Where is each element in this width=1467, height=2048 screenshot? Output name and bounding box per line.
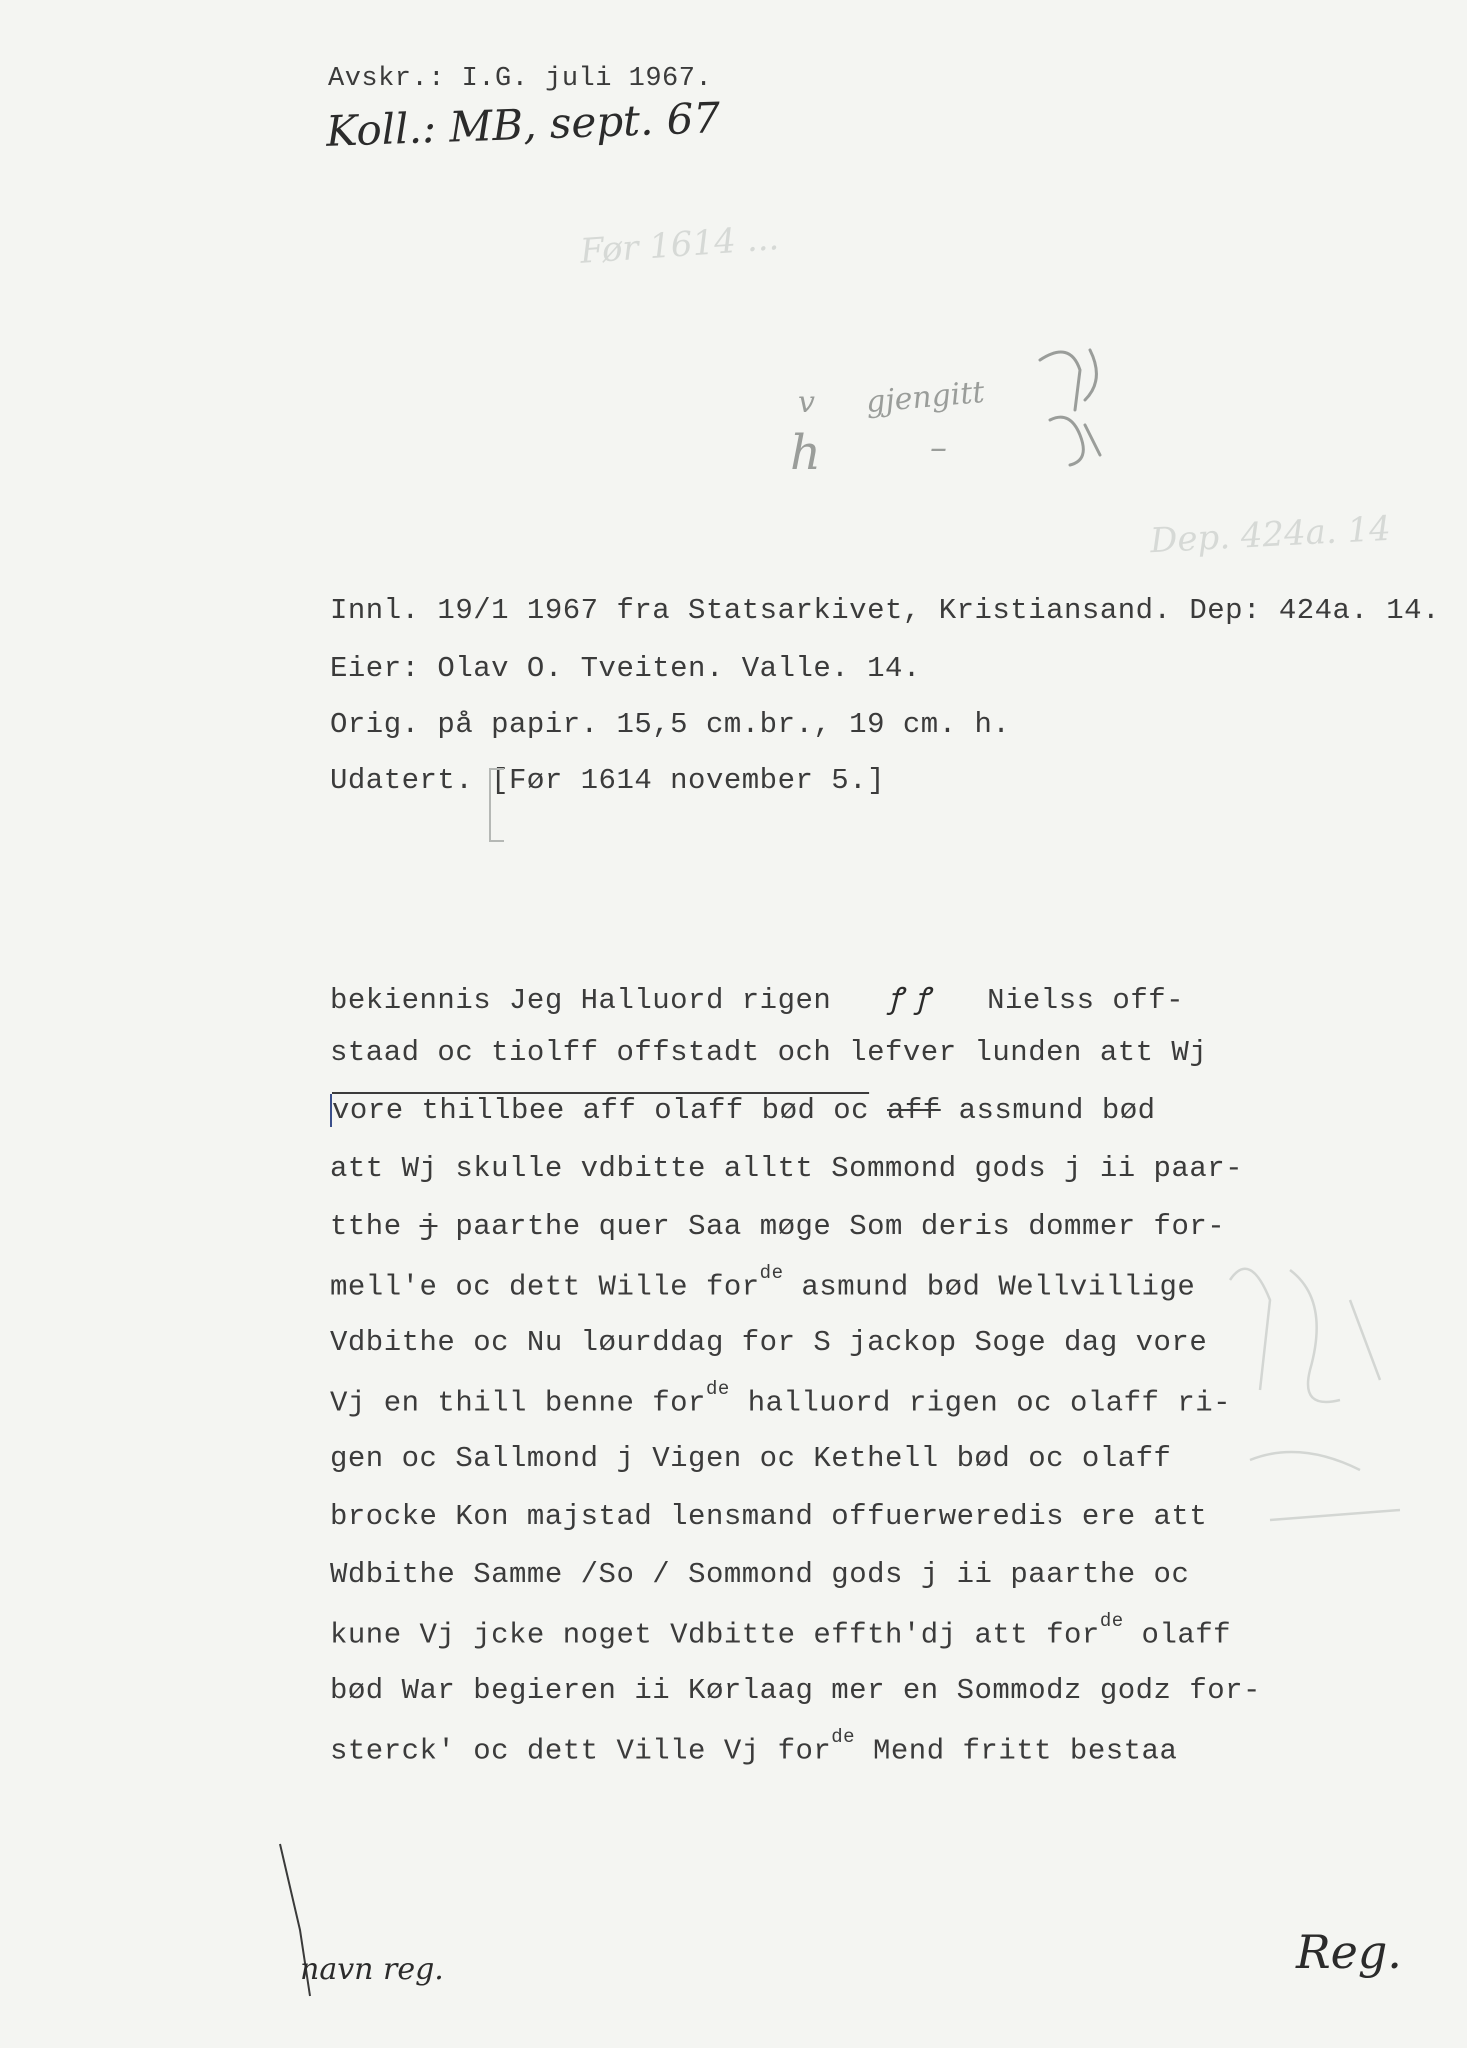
text-line: bød War begieren ii Kørlaag mer en Sommodz godz for-: [330, 1674, 1261, 1707]
footer-right-note: Reg.: [1296, 1925, 1402, 1979]
text-line: Vdbithe oc Nu løurddag for S jackop Soge dag vore: [330, 1326, 1208, 1359]
text-line: Wdbithe Samme /So / Sommond gods j ii paarthe oc: [330, 1558, 1190, 1591]
text-line: sterck' oc dett Ville Vj for$^{de}$ Mend fritt bestaa: [330, 1726, 1178, 1768]
footer-left-note: navn reg.: [300, 1952, 444, 1987]
faint-pencil-note-upper: Før 1614 ...: [578, 218, 781, 272]
metadata-owner: Eier: Olav O. Tveiten. Valle. 14.: [330, 652, 921, 685]
text-line: kune Vj jcke noget Vdbitte effth'dj att for$^{de}$ olaff: [330, 1610, 1232, 1652]
pencil-mark-v: v: [798, 385, 815, 420]
pencil-bracket-icon: [484, 765, 524, 845]
text-line: bekiennis Jeg Halluord rigen ꝭ ꝭ Nielss off-: [330, 978, 1184, 1017]
pencil-dash: –: [930, 428, 947, 468]
collation-note: Koll.: MB, sept. 67: [325, 93, 721, 156]
pencil-flourish-icon: [1030, 340, 1120, 470]
faint-pencil-note-right: Dep. 424a. 14: [1149, 508, 1392, 562]
metadata-original: Orig. på papir. 15,5 cm.br., 19 cm. h.: [330, 708, 1011, 741]
faint-margin-scribble-icon: [1210, 1240, 1420, 1560]
pencil-note-gjengitt: gjengitt: [864, 374, 986, 421]
metadata-received: Innl. 19/1 1967 fra Statsarkivet, Kristiansand. Dep: 424a. 14.: [330, 594, 1440, 627]
text-line: vore thillbee aff olaff bød oc aff assmund bød: [332, 1094, 1156, 1127]
text-line: brocke Kon majstad lensmand offuerweredis ere att: [330, 1500, 1208, 1533]
text-line: tthe j paarthe quer Saa møge Som deris dommer for-: [330, 1210, 1226, 1243]
abbreviation-mark-icon: ꝭ ꝭ: [888, 981, 930, 1015]
metadata-date: Udatert. [Før 1614 november 5.]: [330, 764, 885, 797]
text-line: att Wj skulle vdbitte alltt Sommond gods j ii paar-: [330, 1152, 1244, 1185]
pencil-mark-h: h: [790, 425, 821, 481]
transcription-note: Avskr.: I.G. juli 1967.: [328, 64, 713, 94]
text-line: Vj en thill benne for$^{de}$ halluord rigen oc olaff ri-: [330, 1378, 1232, 1420]
text-line: gen oc Sallmond j Vigen oc Kethell bød oc olaff: [330, 1442, 1172, 1475]
text-line: mell'e oc dett Wille for$^{de}$ asmund bød Wellvillige: [330, 1262, 1196, 1304]
text-line: staad oc tiolff offstadt och lefver lunden att Wj: [330, 1036, 1208, 1069]
